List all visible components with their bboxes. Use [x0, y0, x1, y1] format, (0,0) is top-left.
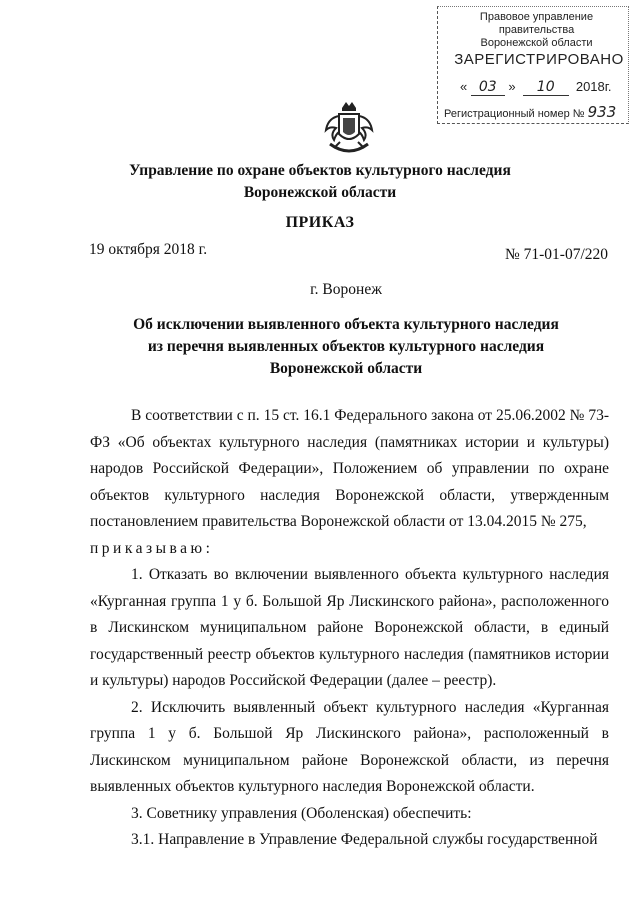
order-title-line2: из перечня выявленных объектов культурного наследия [147, 338, 545, 355]
stamp-date-close: » [508, 79, 516, 94]
stamp-date-day: 03 [471, 79, 505, 96]
stamp-date [460, 79, 625, 95]
item-3-1-paragraph: 3.1. Направление в Управление Федеральной службы государственной [131, 831, 598, 848]
org-title [0, 160, 640, 204]
stamp-registered: ЗАРЕГИСТРИРОВАНО [454, 51, 624, 68]
stamp-org-line1: Правовое управление правительства [479, 11, 594, 36]
order-title-line3: Воронежской области [269, 360, 423, 377]
stamp-reg-number: 933 [587, 103, 617, 121]
org-line2: Воронежской области [243, 184, 397, 201]
order-word: приказываю: [90, 539, 214, 557]
stamp-reg [444, 103, 624, 121]
order-title-line1: Об исключении выявленного объекта культурного наследия [133, 316, 559, 333]
doc-type: ПРИКАЗ [285, 214, 355, 231]
city: г. Воронеж [310, 281, 382, 298]
org-line1: Управление по охране объектов культурного наследия [129, 162, 511, 179]
order-date: 19 октября 2018 г. [89, 241, 208, 258]
registration-stamp [437, 6, 629, 124]
stamp-date-open: « [460, 79, 468, 94]
order-number: № 71-01-07/220 [504, 246, 608, 263]
item-3-paragraph: 3. Советнику управления (Оболенская) обеспечить: [131, 804, 472, 822]
stamp-org-line2: Воронежской области [480, 37, 593, 49]
item-2-paragraph: 2. Исключить выявленный объект культурного наследия «Курганная группа 1 у б. Большой Яр Лискинского района», расположенный в Лискинском муниципальном районе Воронежской области, из перечня выявленных объектов культурного наследия Воронежской области. [90, 698, 609, 795]
coat-of-arms-emblem [318, 100, 380, 160]
order-body [90, 403, 609, 854]
stamp-date-year: 2018 [575, 79, 605, 94]
stamp-date-month: 10 [523, 79, 569, 96]
stamp-org [454, 11, 619, 50]
item-1-paragraph: 1. Отказать во включении выявленного объекта культурного наследия «Курганная группа 1 у б. Большой Яр Лискинского района», расположенного в Лискинском муниципальном районе Воронежской области, в единый государственный реестр объектов культурного наследия (памятников истории и культуры) народов Российской Федерации (далее – реестр). [90, 566, 609, 689]
order-title [0, 314, 640, 380]
stamp-date-suffix: г. [604, 79, 612, 94]
preamble-paragraph: В соответствии с п. 15 ст. 16.1 Федерального закона от 25.06.2002 № 73-ФЗ «Об объектах культурного наследия (памятниках истории и культуры) народов Российской Федерации», Положением об управлении по охране объектов культурного наследия Воронежской области, утвержденным постановлением правительства Воронежской области от 13.04.2015 № 275, [90, 407, 609, 530]
stamp-reg-label: Регистрационный номер № [444, 108, 585, 120]
